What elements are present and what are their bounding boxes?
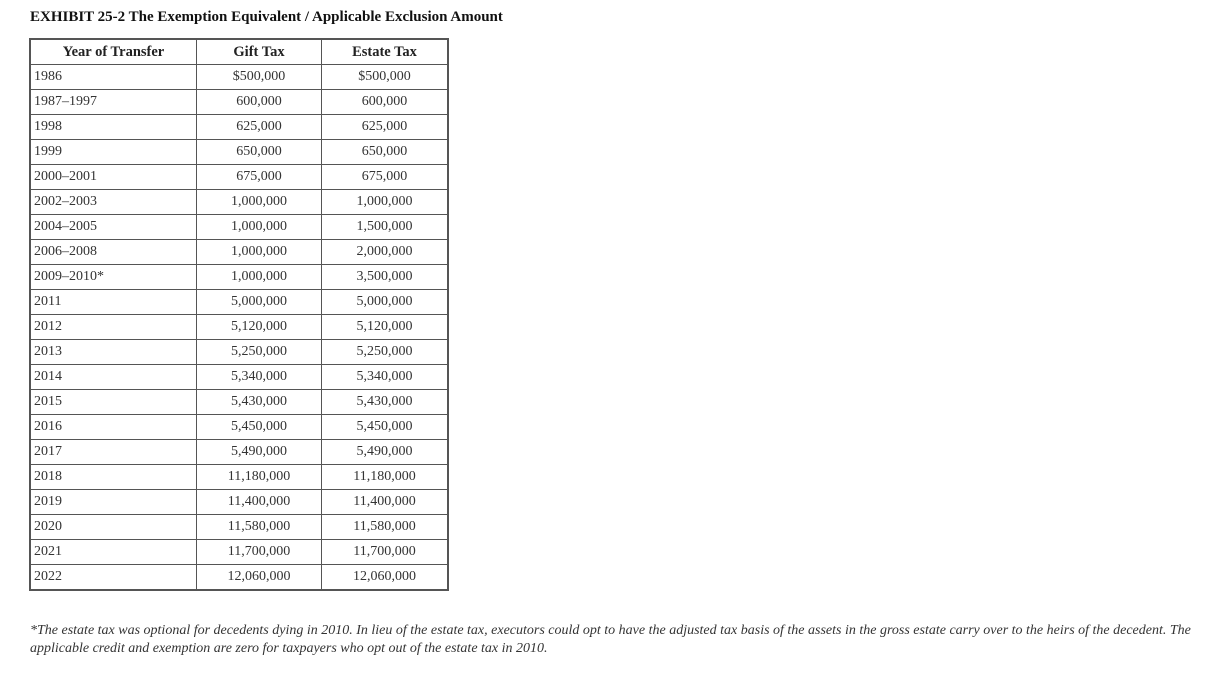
- exemption-table: [29, 38, 449, 591]
- estate-tax-cell: 3,500,000: [322, 265, 449, 290]
- table-row: [30, 115, 448, 140]
- estate-tax-cell: 2,000,000: [322, 240, 449, 265]
- estate-tax-cell: 600,000: [322, 90, 449, 115]
- year-cell: 1987–1997: [30, 90, 197, 115]
- estate-tax-cell: 11,180,000: [322, 465, 449, 490]
- table-row: [30, 340, 448, 365]
- table-row: [30, 415, 448, 440]
- gift-tax-cell: 11,580,000: [197, 515, 322, 540]
- estate-tax-cell: 11,400,000: [322, 490, 449, 515]
- gift-tax-cell: 5,340,000: [197, 365, 322, 390]
- estate-tax-cell: 1,000,000: [322, 190, 449, 215]
- gift-tax-cell: 11,180,000: [197, 465, 322, 490]
- gift-tax-cell: 12,060,000: [197, 565, 322, 591]
- estate-tax-cell: $500,000: [322, 65, 449, 90]
- estate-tax-cell: 5,120,000: [322, 315, 449, 340]
- gift-tax-cell: 5,490,000: [197, 440, 322, 465]
- gift-tax-cell: 5,450,000: [197, 415, 322, 440]
- year-cell: 1999: [30, 140, 197, 165]
- year-cell: 2021: [30, 540, 197, 565]
- table-row: [30, 515, 448, 540]
- estate-tax-cell: 5,490,000: [322, 440, 449, 465]
- year-cell: 2013: [30, 340, 197, 365]
- year-cell: 2019: [30, 490, 197, 515]
- estate-tax-cell: 5,250,000: [322, 340, 449, 365]
- table-row: [30, 165, 448, 190]
- table-row: [30, 390, 448, 415]
- gift-tax-cell: 11,400,000: [197, 490, 322, 515]
- year-cell: 1998: [30, 115, 197, 140]
- table-row: [30, 265, 448, 290]
- table-row: [30, 215, 448, 240]
- gift-tax-cell: 1,000,000: [197, 190, 322, 215]
- gift-tax-cell: 1,000,000: [197, 265, 322, 290]
- gift-tax-cell: 1,000,000: [197, 240, 322, 265]
- estate-tax-cell: 5,000,000: [322, 290, 449, 315]
- table-row: [30, 365, 448, 390]
- estate-tax-cell: 5,430,000: [322, 390, 449, 415]
- year-cell: 2012: [30, 315, 197, 340]
- year-cell: 2011: [30, 290, 197, 315]
- table-row: [30, 565, 448, 591]
- estate-tax-cell: 5,340,000: [322, 365, 449, 390]
- table-row: [30, 90, 448, 115]
- gift-tax-cell: 600,000: [197, 90, 322, 115]
- year-cell: 2022: [30, 565, 197, 591]
- estate-tax-cell: 1,500,000: [322, 215, 449, 240]
- year-cell: 2020: [30, 515, 197, 540]
- table-row: [30, 290, 448, 315]
- estate-tax-cell: 5,450,000: [322, 415, 449, 440]
- estate-tax-cell: 11,700,000: [322, 540, 449, 565]
- gift-tax-cell: 1,000,000: [197, 215, 322, 240]
- gift-tax-cell: 5,250,000: [197, 340, 322, 365]
- year-cell: 2016: [30, 415, 197, 440]
- year-cell: 2009–2010*: [30, 265, 197, 290]
- year-cell: 2004–2005: [30, 215, 197, 240]
- table-row: [30, 65, 448, 90]
- estate-tax-cell: 650,000: [322, 140, 449, 165]
- year-cell: 2006–2008: [30, 240, 197, 265]
- gift-tax-cell: $500,000: [197, 65, 322, 90]
- table-body: [30, 65, 448, 591]
- header-gift-tax: Gift Tax: [197, 39, 322, 65]
- estate-tax-cell: 11,580,000: [322, 515, 449, 540]
- table-header-row: [30, 39, 448, 65]
- estate-tax-cell: 12,060,000: [322, 565, 449, 591]
- gift-tax-cell: 5,430,000: [197, 390, 322, 415]
- exhibit-title: EXHIBIT 25-2 The Exemption Equivalent / Applicable Exclusion Amount: [30, 9, 503, 25]
- table-row: [30, 240, 448, 265]
- year-cell: 2000–2001: [30, 165, 197, 190]
- year-cell: 2018: [30, 465, 197, 490]
- gift-tax-cell: 625,000: [197, 115, 322, 140]
- table-row: [30, 315, 448, 340]
- gift-tax-cell: 650,000: [197, 140, 322, 165]
- year-cell: 2014: [30, 365, 197, 390]
- estate-tax-cell: 675,000: [322, 165, 449, 190]
- estate-tax-cell: 625,000: [322, 115, 449, 140]
- gift-tax-cell: 675,000: [197, 165, 322, 190]
- header-estate-tax: Estate Tax: [322, 39, 449, 65]
- year-cell: 2002–2003: [30, 190, 197, 215]
- table-row: [30, 190, 448, 215]
- header-year-of-transfer: Year of Transfer: [30, 39, 197, 65]
- gift-tax-cell: 11,700,000: [197, 540, 322, 565]
- year-cell: 2017: [30, 440, 197, 465]
- footnote: *The estate tax was optional for decedents dying in 2010. In lieu of the estate tax, executors could opt to have the adjusted tax basis of the assets in the gross estate carry over to the heirs of the decedent. The applicable credit and exemption are zero for taxpayers who opt out of the estate tax in 2010.: [30, 623, 1191, 656]
- year-cell: 1986: [30, 65, 197, 90]
- year-cell: 2015: [30, 390, 197, 415]
- table-row: [30, 465, 448, 490]
- table-row: [30, 440, 448, 465]
- table-row: [30, 540, 448, 565]
- gift-tax-cell: 5,000,000: [197, 290, 322, 315]
- table-row: [30, 490, 448, 515]
- table-row: [30, 140, 448, 165]
- gift-tax-cell: 5,120,000: [197, 315, 322, 340]
